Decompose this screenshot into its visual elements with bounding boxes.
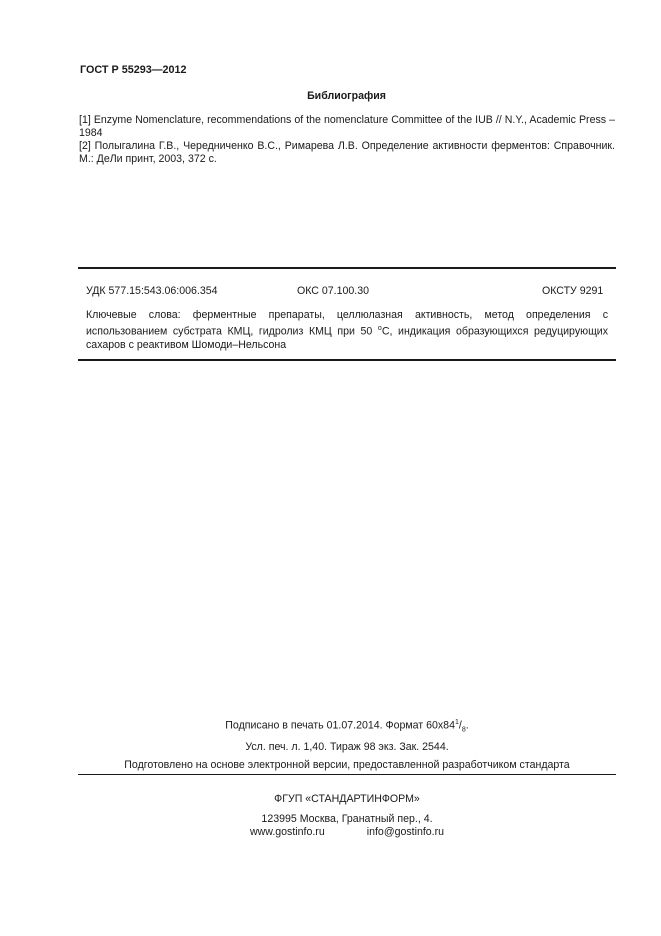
signed-for-print: Подписано в печать 01.07.2014. Формат $60х84^1/_8$.	[225, 719, 469, 734]
bibliography-title: Библиография	[307, 90, 386, 102]
website-link[interactable]: www.gostinfo.ru	[249, 826, 325, 838]
publisher-name: ФГУП «СТАНДАРТИНФОРМ»	[274, 793, 420, 805]
format-denominator: 8	[461, 726, 466, 734]
okstu-code: ОКСТУ 9291	[542, 285, 604, 297]
keywords	[86, 309, 608, 352]
bibliography-ref-2: [2] Полыгалина Г.В., Чередниченко В.С., Римарева Л.В. Определение активности ферментов: Справочник. М.: ДеЛи принт, 2003, 372 с.	[79, 140, 615, 165]
divider-middle	[78, 359, 616, 361]
publisher-address: 123995 Москва, Гранатный пер., 4.	[261, 813, 433, 825]
udk-code: УДК 577.15:543.06:006.354	[86, 285, 218, 297]
bibliography-ref-1: [1] Enzyme Nomenclature, recommendations of the nomenclature Committee of the IUB // N.Y., Academic Press – 1984	[79, 114, 615, 139]
oks-code: ОКС 07.100.30	[297, 285, 370, 297]
keywords-text-pre: Ключевые слова: ферментные препараты, целлюлазная активность, метод определения с использованием субстрата КМЦ, гидролиз КМЦ при 50	[86, 309, 608, 338]
signed-end: .	[465, 719, 469, 732]
print-info: Усл. печ. л. 1,40. Тираж 98 экз. Зак. 2544.	[245, 741, 449, 753]
document-code: ГОСТ Р 55293—2012	[80, 64, 187, 76]
signed-text: Подписано в печать 01.07.2014. Формат 60х84	[225, 719, 455, 732]
divider-top	[78, 267, 616, 269]
email-link[interactable]: info@gostinfo.ru	[366, 826, 445, 838]
format-numerator: 1	[454, 719, 459, 726]
keywords-text-post: С, индикация образующихся редуцирующих сахаров с реактивом Шомоди–Нельсона	[86, 325, 608, 351]
degree-mark: о	[377, 325, 382, 332]
divider-publisher	[78, 774, 616, 775]
publisher-contacts	[78, 826, 616, 838]
prepared-note: Подготовлено на основе электронной версии, предоставленной разработчиком стандарта	[124, 759, 570, 771]
